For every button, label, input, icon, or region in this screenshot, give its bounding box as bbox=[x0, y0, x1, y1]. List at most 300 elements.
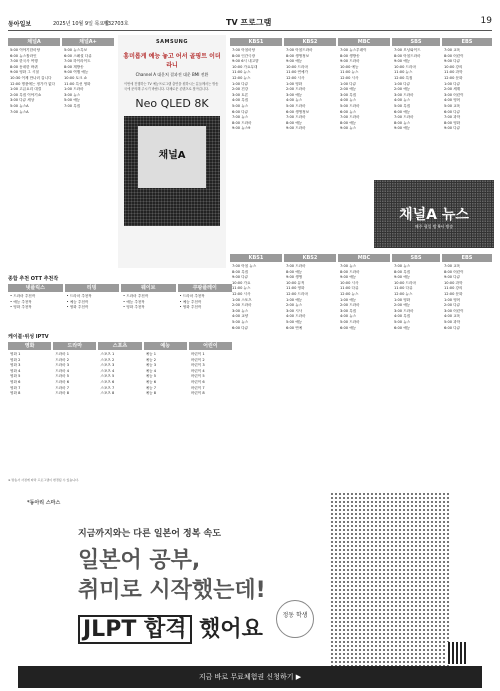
program-item: 3:00 다큐 세상 bbox=[10, 98, 35, 103]
program-item: 1:00 드라마 bbox=[64, 87, 84, 92]
program-item: 4:00 영어 bbox=[444, 98, 461, 103]
program-item: 7:00 뉴스투데이 bbox=[340, 48, 367, 52]
program-item: 2:00 건강 bbox=[232, 87, 249, 92]
program-item: 7:00 과학 bbox=[444, 115, 461, 120]
program-item: 예능 8 bbox=[145, 391, 156, 396]
program-item: 7:00 드라마 bbox=[340, 115, 360, 120]
iptv-genre: 스포츠 bbox=[98, 342, 141, 350]
program-item: 어린이 2 bbox=[190, 357, 205, 362]
program-item: 7:00 특집 bbox=[64, 103, 81, 108]
iptv-list bbox=[10, 352, 51, 397]
program-item: 드라마 7 bbox=[55, 385, 70, 390]
program-item: 7:00 한국사 여행 bbox=[10, 59, 38, 64]
channel-a-news-advert[interactable] bbox=[374, 180, 494, 248]
program-item: 5:00 드라마 bbox=[340, 103, 360, 108]
program-item: 3:00 드라마 bbox=[394, 92, 414, 97]
program-item: 6:00 뉴스 bbox=[340, 109, 357, 114]
program-item: 6:00 다큐 bbox=[232, 109, 249, 114]
program-item: 4:00 교육 bbox=[444, 314, 461, 319]
program-item: 8:00 드라마 bbox=[340, 269, 360, 274]
program-item: 9:00 뉴스 bbox=[340, 126, 357, 131]
program-item: 12:00 문화 bbox=[444, 75, 463, 80]
program-item: 4:00 교양 bbox=[232, 314, 249, 319]
program-item: 어린이 1 bbox=[190, 352, 205, 356]
program-item: • 예능 추천작 bbox=[179, 299, 202, 304]
program-item: 7:00 드라마 bbox=[286, 264, 306, 268]
program-item: • 예능 추천작 bbox=[123, 299, 145, 304]
program-item: 12:00 뉴스 bbox=[232, 75, 251, 80]
ad-headline bbox=[78, 546, 266, 606]
program-list bbox=[394, 48, 440, 132]
ad-lead: 지금까지와는 다른 일본어 정복 속도 bbox=[78, 529, 221, 539]
program-item: 예능 6 bbox=[145, 379, 156, 384]
program-item: • 드라마 추천작 bbox=[66, 294, 92, 298]
program-item: 6:00 예능 bbox=[394, 109, 411, 114]
program-item: 11:00 뉴스 bbox=[232, 70, 251, 75]
free-trial-cta[interactable]: 지금 바로 무료체험권 신청하기 ▶ bbox=[18, 666, 482, 688]
product-name: Neo QLED 8K bbox=[135, 97, 209, 110]
program-item: • 드라마 추천작 bbox=[10, 294, 36, 298]
program-item: 예능 4 bbox=[145, 368, 156, 373]
channel-header: 채널A bbox=[8, 38, 60, 46]
program-item: 8:00 예능 bbox=[340, 120, 357, 125]
ad-label: *동아리 스마스 bbox=[27, 500, 61, 506]
program-item: 1:00 영화 bbox=[286, 81, 303, 86]
program-item: 6:00 생생정보 bbox=[286, 109, 310, 114]
iptv-list bbox=[146, 352, 187, 397]
program-item: 드라마 5 bbox=[55, 374, 70, 379]
iptv-genre: 드라마 bbox=[53, 342, 96, 350]
program-item: 영화 1 bbox=[10, 352, 21, 356]
program-item: 스포츠 6 bbox=[100, 379, 115, 384]
program-item: 스포츠 1 bbox=[100, 352, 115, 356]
program-list bbox=[340, 48, 390, 132]
program-item: 드라마 8 bbox=[55, 391, 70, 396]
iptv-list bbox=[100, 352, 141, 397]
channel-header: SBS bbox=[392, 38, 440, 46]
program-item: 스포츠 3 bbox=[100, 363, 115, 368]
program-item: 10:00 가요무대 bbox=[232, 64, 258, 69]
program-item: 12:00 특집 bbox=[394, 75, 413, 80]
ott-list bbox=[10, 294, 63, 311]
program-item: 9:00 드라마 bbox=[286, 126, 306, 131]
program-item: 3:00 예능 bbox=[286, 92, 303, 97]
program-item: 9:00 다큐 bbox=[444, 59, 461, 64]
program-item: 3:00 어린이 bbox=[444, 92, 464, 97]
program-item: 6:00 스페셜 다큐 bbox=[64, 53, 92, 58]
ad-subtitle: 매주 평일 밤 9시 방송 bbox=[414, 224, 454, 229]
ott-column bbox=[8, 284, 63, 311]
program-item: 9:00 생생 bbox=[286, 275, 303, 280]
program-item: 8:00 드라마 bbox=[232, 120, 252, 125]
program-item: 1:00 영어 bbox=[444, 297, 461, 302]
program-list bbox=[64, 48, 114, 110]
program-item: 2:00 다큐 bbox=[444, 303, 461, 308]
program-item: 6:00 다큐 bbox=[444, 109, 461, 114]
program-item: 12:00 문화 bbox=[444, 291, 463, 296]
program-item: 8:00 어린이 bbox=[444, 53, 464, 58]
program-item: 5:00 뉴스 bbox=[232, 319, 249, 324]
program-item: 어린이 4 bbox=[190, 368, 205, 373]
program-list bbox=[394, 264, 440, 331]
program-item: 1:00 다큐 bbox=[394, 81, 411, 86]
program-list bbox=[444, 48, 492, 132]
program-item: 3:00 드라마 bbox=[394, 308, 414, 313]
iptv-genre: 어린이 bbox=[189, 342, 232, 350]
program-list bbox=[232, 48, 282, 132]
program-item: • 영화 추천작 bbox=[179, 305, 202, 310]
iptv-section bbox=[8, 333, 232, 397]
program-item: 3:00 뉴스 bbox=[232, 308, 249, 313]
program-item: 2:00 세계 bbox=[444, 87, 461, 92]
program-item: 9:00 예능 bbox=[394, 59, 411, 64]
program-item: 5:00 드라마 bbox=[286, 103, 306, 108]
iptv-genre: 영화 bbox=[8, 342, 51, 350]
program-item: 11:00 다큐 bbox=[394, 286, 413, 291]
program-item: 영화 7 bbox=[10, 385, 21, 390]
program-item: 2:00 예능 bbox=[394, 87, 411, 92]
channel-header: KBS2 bbox=[284, 254, 336, 262]
program-item: 4:00 뉴스 bbox=[340, 314, 357, 319]
program-item: 12:00 드라마 bbox=[286, 291, 308, 296]
program-item: 스포츠 5 bbox=[100, 374, 115, 379]
program-list bbox=[232, 264, 282, 331]
program-item: 7:00 뉴스 bbox=[232, 115, 249, 120]
program-item: 예능 1 bbox=[145, 352, 156, 356]
student-photo bbox=[330, 492, 450, 688]
program-item: 5:00 뉴스A bbox=[10, 103, 29, 108]
iptv-column bbox=[53, 342, 96, 397]
channel-column-bottom-1 bbox=[230, 254, 282, 472]
program-item: 9:00 예능 bbox=[394, 275, 411, 280]
program-item: 7:00 모닝와이드 bbox=[394, 48, 421, 52]
program-item: 8:00 재방송 bbox=[64, 64, 84, 69]
ad-title: 채널A 뉴스 bbox=[399, 207, 469, 223]
iptv-genre: 예능 bbox=[144, 342, 187, 350]
jlpt-box: JLPT 합격 bbox=[78, 615, 192, 644]
program-item: 예능 3 bbox=[145, 363, 156, 368]
program-item: 9:00 6시 내고향 bbox=[232, 59, 259, 64]
program-item: 9:00 여행 예능 bbox=[64, 70, 89, 75]
channel-header: 채널A+ bbox=[62, 38, 114, 46]
ott-name: 쿠팡플레이 bbox=[178, 284, 233, 292]
channel-column-sbs bbox=[392, 38, 440, 178]
program-item: 9:00 뉴스9 bbox=[232, 126, 251, 131]
channel-column-mbc bbox=[338, 38, 390, 178]
program-item: 7:00 뉴스A bbox=[10, 109, 29, 114]
program-item: 10:00 뮤직 bbox=[286, 280, 305, 285]
program-item: 7:00 아침드라마 bbox=[286, 48, 313, 52]
ott-name: 넷플릭스 bbox=[8, 284, 63, 292]
program-item: 5:00 특집 bbox=[394, 103, 411, 108]
program-item: 6:00 예능 bbox=[394, 325, 411, 330]
channel-column-left-2 bbox=[62, 38, 114, 270]
program-item: 예능 2 bbox=[145, 357, 156, 362]
program-item: 8:00 생생정보 bbox=[286, 53, 310, 58]
program-item: 2:00 예능 bbox=[394, 303, 411, 308]
program-item: 8:00 예능 bbox=[286, 120, 303, 125]
newspaper-name: 동아일보 bbox=[8, 21, 32, 28]
program-item: 11:00 연예가 bbox=[286, 70, 308, 75]
ott-column bbox=[65, 284, 120, 311]
section-title: TV 프로그램 bbox=[226, 18, 272, 27]
issue-date: 2025년 10월 9일 목요일 bbox=[53, 21, 110, 27]
program-item: 8:00 동네한 바퀴 bbox=[10, 64, 38, 69]
program-list bbox=[444, 264, 492, 331]
program-item: 6:00 예능 bbox=[340, 325, 357, 330]
program-item: 드라마 4 bbox=[55, 368, 70, 373]
tv-image bbox=[124, 116, 220, 226]
program-item: 10:00 가요 bbox=[232, 280, 251, 285]
program-item: 9:00 다큐 bbox=[232, 275, 249, 280]
program-item: 스포츠 8 bbox=[100, 391, 115, 396]
program-item: 1:00 예능 bbox=[340, 297, 357, 302]
program-item: 예능 7 bbox=[145, 385, 156, 390]
program-item: 9:00 예능 bbox=[286, 59, 303, 64]
channel-column-bottom-2 bbox=[284, 254, 336, 472]
program-list bbox=[10, 48, 60, 115]
section-title: 케이블·위성 IPTV bbox=[8, 334, 49, 340]
program-item: • 영화 추천작 bbox=[10, 305, 32, 310]
ad-headline-line2: 취미로 시작했는데! bbox=[78, 578, 266, 603]
program-item: 8:00 아침드라마 bbox=[394, 53, 421, 58]
program-item: 9:00 예능 bbox=[340, 275, 357, 280]
section-title: 종합 추천 OTT 추천작 bbox=[8, 276, 59, 282]
program-item: 드라마 3 bbox=[55, 363, 70, 368]
program-item: 7:00 뉴스 bbox=[394, 264, 411, 268]
program-item: 2:00 예능 bbox=[340, 87, 357, 92]
program-item: 10:00 드라마 bbox=[394, 280, 416, 285]
program-item: 8:00 인간극장 bbox=[232, 53, 256, 58]
program-item: 1:00 스포츠 bbox=[232, 297, 252, 302]
ad-program: Channel A 대운처 결과전 대운 BMI 전환 bbox=[135, 72, 209, 77]
program-list bbox=[286, 264, 336, 331]
program-item: 11:00 뉴스 bbox=[232, 286, 251, 291]
program-item: 7:00 아침 뉴스 bbox=[232, 264, 257, 268]
channel-header: EBS bbox=[442, 38, 492, 46]
program-item: 9:00 다큐 bbox=[444, 126, 461, 131]
program-item: 어린이 3 bbox=[190, 363, 205, 368]
program-item: • 영화 추천작 bbox=[66, 305, 89, 310]
iptv-column bbox=[189, 342, 232, 397]
program-item: 5:00 예능 bbox=[286, 319, 303, 324]
program-item: 7:00 뉴스 bbox=[340, 264, 357, 268]
program-item: 4:00 특집 bbox=[394, 314, 411, 319]
program-item: 12:00 명품에는 정가가 없다 bbox=[10, 81, 56, 86]
program-item: 10:00 강의 bbox=[444, 64, 463, 69]
program-item: 12:00 뉴스 bbox=[394, 291, 413, 296]
program-list bbox=[286, 48, 336, 132]
iptv-column bbox=[98, 342, 141, 397]
program-item: 8:00 영화 bbox=[444, 120, 461, 125]
channel-column-bottom-5 bbox=[442, 254, 492, 472]
page-header bbox=[8, 14, 492, 30]
channel-column-kbs1 bbox=[230, 38, 282, 233]
channel-column-bottom-4 bbox=[392, 254, 440, 472]
program-item: 5:00 뉴스 bbox=[232, 103, 249, 108]
qr-code-icon[interactable] bbox=[446, 642, 468, 664]
program-item: 7:00 아침마당 bbox=[232, 48, 256, 52]
program-item: 5:00 드라마 bbox=[340, 319, 360, 324]
channel-header: KBS1 bbox=[230, 254, 282, 262]
program-item: 어린이 8 bbox=[190, 391, 205, 396]
program-item: 11:00 다큐 bbox=[340, 286, 359, 291]
channel-header: KBS1 bbox=[230, 38, 282, 46]
program-item: 11:00 영화 bbox=[286, 286, 305, 291]
program-item: 7:00 교육 bbox=[444, 264, 461, 268]
ott-recommend-section bbox=[8, 275, 232, 311]
program-item: 4:00 뉴스 bbox=[394, 98, 411, 103]
program-item: 영화 8 bbox=[10, 391, 21, 396]
program-item: • 예능 추천작 bbox=[66, 299, 89, 304]
program-item: 8:00 어린이 bbox=[444, 269, 464, 274]
program-item: 8:00 생방송 bbox=[340, 53, 360, 58]
program-item: 7:00 드라마 bbox=[286, 115, 306, 120]
program-item: 12:00 뉴스 bbox=[340, 291, 359, 296]
program-item: 2:00 드라마 bbox=[340, 303, 360, 308]
program-item: 1:00 다큐 bbox=[232, 81, 249, 86]
program-item: 11:00 뉴스 bbox=[394, 70, 413, 75]
ad-headline-rest: 했어요 bbox=[199, 617, 263, 642]
program-item: 영화 2 bbox=[10, 357, 21, 362]
channel-header: MBC bbox=[338, 254, 390, 262]
program-item: 4:00 뉴스 bbox=[340, 98, 357, 103]
program-item: 9:00 영화 그 시절 bbox=[10, 70, 39, 75]
program-item: 4:00 뉴스 bbox=[286, 98, 303, 103]
program-item: 어린이 5 bbox=[190, 374, 205, 379]
iptv-list bbox=[191, 352, 232, 397]
program-item: 9:00 예능 bbox=[394, 126, 411, 131]
channel-column-bottom-3 bbox=[338, 254, 390, 472]
ad-headline-line3 bbox=[78, 612, 263, 643]
program-item: 스포츠 7 bbox=[100, 385, 115, 390]
ott-list bbox=[67, 294, 120, 311]
iptv-column bbox=[144, 342, 187, 397]
program-item: 드라마 2 bbox=[55, 357, 70, 362]
program-item: 1:00 영화 bbox=[394, 297, 411, 302]
program-item: 6:00 다큐 bbox=[232, 325, 249, 330]
program-item: 10:30 이제 만나러 갑니다 bbox=[10, 75, 52, 80]
program-item: 10:00 시사 bbox=[340, 280, 359, 285]
program-item: 1:00 다큐 bbox=[444, 81, 461, 86]
footer-note: ※ 방송사 사정에 따라 프로그램이 변경될 수 있습니다. bbox=[8, 478, 80, 482]
channel-column-left-1 bbox=[8, 38, 60, 270]
program-item: • 드라마 추천작 bbox=[123, 294, 149, 298]
issue-number: 제32703호 bbox=[103, 21, 129, 27]
program-item: 5:00 뉴스 bbox=[394, 319, 411, 324]
program-item: 4:00 특집 bbox=[232, 98, 249, 103]
program-item: 11:00 뉴스 bbox=[340, 70, 359, 75]
program-item: 11:00 특선 영화 bbox=[64, 81, 91, 86]
program-item: 3:00 토론 bbox=[232, 92, 249, 97]
program-item: 영화 4 bbox=[10, 368, 21, 373]
program-item: 3:00 특집 bbox=[340, 92, 357, 97]
samsung-advert[interactable] bbox=[118, 35, 226, 268]
program-item: • 영화 추천작 bbox=[123, 305, 145, 310]
program-item: 스포츠 4 bbox=[100, 368, 115, 373]
program-item: 1:00 다큐 bbox=[340, 81, 357, 86]
program-item: 3:00 시사 bbox=[286, 308, 303, 313]
program-item: 10:00 예능 bbox=[340, 64, 359, 69]
ott-name: 티빙 bbox=[65, 284, 120, 292]
ott-list bbox=[180, 294, 233, 311]
program-item: 9:00 드라마 bbox=[340, 59, 360, 64]
program-item: 드라마 6 bbox=[55, 379, 70, 384]
channel-header: MBC bbox=[338, 38, 390, 46]
ott-column bbox=[178, 284, 233, 311]
program-item: 5:00 예능 bbox=[64, 98, 81, 103]
program-item: 11:00 과학 bbox=[444, 70, 463, 75]
program-item: 6:00 다큐 bbox=[444, 325, 461, 330]
program-item: 영화 3 bbox=[10, 363, 21, 368]
jlpt-advert[interactable] bbox=[18, 492, 482, 688]
ad-body: 이번에 진행하는 TV 예능프로그램 출연을 원하시는 분들께서는 방송국에 문의해 주시기 바랍니다. 다채로운 콘텐츠로 찾아갑니다. bbox=[124, 82, 219, 91]
program-item: 어린이 6 bbox=[190, 379, 205, 384]
program-item: 6:00 연예 bbox=[286, 325, 303, 330]
program-item: 8:00 특집 bbox=[394, 269, 411, 274]
channel-header: KBS2 bbox=[284, 38, 336, 46]
program-item: 7:00 교육 bbox=[444, 48, 461, 52]
program-item: 스포츠 2 bbox=[100, 357, 115, 362]
program-item: 4:00 드라마 bbox=[286, 314, 306, 319]
iptv-column bbox=[8, 342, 51, 397]
program-item: 드라마 1 bbox=[55, 352, 70, 356]
program-item: 10:00 토크 쇼 bbox=[64, 75, 88, 80]
brand-logo: SAMSUNG bbox=[156, 39, 188, 45]
program-item: 1:00 고급요리 대결 bbox=[10, 87, 42, 92]
program-item: 10:00 드라마 bbox=[286, 64, 308, 69]
program-item: 5:00 과학 bbox=[444, 319, 461, 324]
ott-column bbox=[121, 284, 176, 311]
program-item: 9:00 다큐 bbox=[444, 275, 461, 280]
iptv-list bbox=[55, 352, 96, 397]
page-number: 19 bbox=[480, 16, 492, 26]
program-item: 7:00 하이라이트 bbox=[64, 59, 91, 64]
program-item: 3:00 특집 bbox=[340, 308, 357, 313]
program-item: 영화 6 bbox=[10, 379, 21, 384]
program-item: 10:00 과학 bbox=[444, 280, 463, 285]
channel-column-kbs2 bbox=[284, 38, 336, 233]
ott-list bbox=[123, 294, 176, 311]
program-item: 11:00 강의 bbox=[444, 286, 463, 291]
header-rule bbox=[8, 30, 492, 31]
program-item: 2:00 특집 이야기쇼 bbox=[10, 92, 42, 97]
channel-header: EBS bbox=[442, 254, 492, 262]
program-item: 영화 5 bbox=[10, 374, 21, 379]
channel-header: SBS bbox=[392, 254, 440, 262]
program-item: 12:00 시사 bbox=[286, 75, 305, 80]
program-item: 7:00 드라마 bbox=[394, 115, 414, 120]
program-item: 5:00 교육 bbox=[444, 103, 461, 108]
program-item: 3:00 뉴스 bbox=[64, 92, 81, 97]
tv-screen-title: 채널A bbox=[158, 150, 186, 161]
program-item: 12:00 시사 bbox=[340, 75, 359, 80]
program-item: 2:00 드라마 bbox=[286, 87, 306, 92]
ad-headline: 흥미롭게 예능 놓고 어서 골핑트 이더라니 bbox=[123, 53, 221, 69]
program-item: 3:00 어린이 bbox=[444, 308, 464, 313]
program-item: 어린이 7 bbox=[190, 385, 205, 390]
student-badge: 정동 학생 bbox=[276, 600, 314, 638]
program-item: 6:00 뉴스톱라인 bbox=[10, 53, 37, 58]
channel-column-ebs bbox=[442, 38, 492, 178]
program-item: 5:00 뉴스특보 bbox=[64, 48, 88, 52]
program-item: • 예능 추천작 bbox=[10, 299, 32, 304]
program-item: 1:00 예능 bbox=[286, 297, 303, 302]
program-item: 8:00 예능 bbox=[286, 269, 303, 274]
program-item: 2:00 드라마 bbox=[232, 303, 252, 308]
program-item: 5:00 이야기한마당 bbox=[10, 48, 41, 52]
program-item: 10:00 드라마 bbox=[394, 64, 416, 69]
